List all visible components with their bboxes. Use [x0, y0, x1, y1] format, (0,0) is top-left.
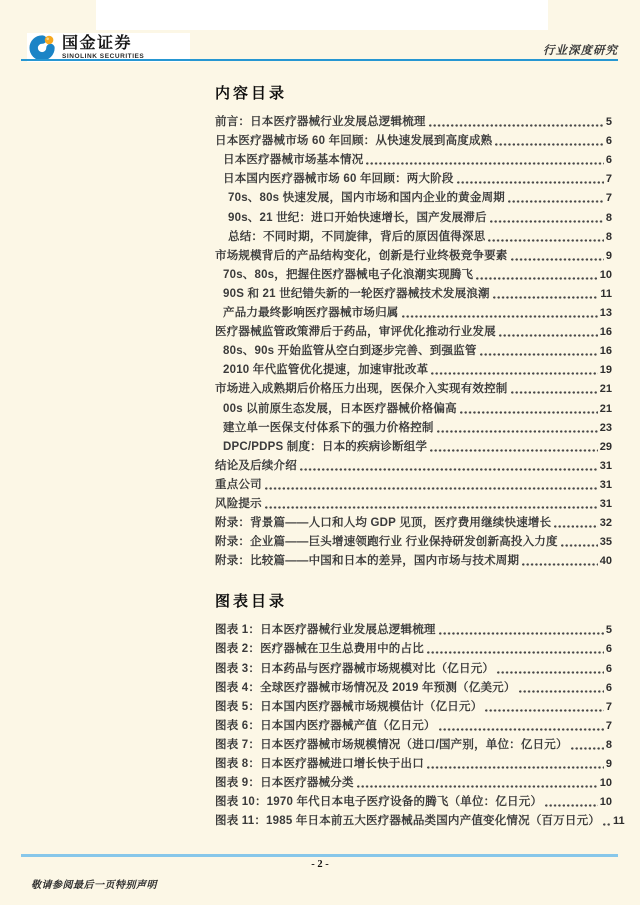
- toc-entry-title: 风险提示: [215, 497, 262, 510]
- toc-entry-page: 23: [599, 421, 612, 434]
- figure-entry-title: 图表 11：1985 年日本前五大医疗器械品类国内产值变化情况（百万日元）: [215, 815, 601, 828]
- toc-entry[interactable]: [215, 110, 612, 129]
- toc-entry-title: 重点公司: [215, 478, 262, 491]
- toc-entry[interactable]: [215, 396, 612, 415]
- toc-entry-title: 日本国内医疗器械市场 60 年回顾：两大阶段: [223, 173, 454, 186]
- toc-entry-page: 31: [599, 497, 612, 510]
- toc-entry-page: 9: [605, 249, 612, 262]
- dotted-leader: [427, 766, 604, 769]
- sinolink-logo: [27, 33, 190, 62]
- toc-entry-title: 日本医疗器械市场基本情况: [223, 154, 364, 167]
- toc-entry-title: 90s、21 世纪：进口开始快速增长，国产发展滞后: [228, 211, 487, 224]
- toc-entry[interactable]: [215, 549, 612, 568]
- contents-heading: 内容目录: [215, 86, 288, 102]
- toc-entry[interactable]: [215, 511, 612, 530]
- dotted-leader: [265, 487, 598, 490]
- dotted-leader: [427, 651, 604, 654]
- dotted-leader: [357, 785, 598, 788]
- figure-entry[interactable]: [215, 714, 612, 733]
- toc-entry[interactable]: [215, 225, 612, 244]
- toc-entry[interactable]: [215, 263, 612, 282]
- figure-entry-page: 7: [605, 700, 612, 713]
- figure-entry-title: 图表 5：日本国内医疗器械市场规模估计（亿日元）: [215, 700, 483, 713]
- dotted-leader: [431, 372, 597, 375]
- dotted-leader: [457, 181, 604, 184]
- figure-entry-title: 图表 7：日本医疗器械市场规模情况（进口/国产别，单位：亿日元）: [215, 738, 568, 751]
- dotted-leader: [488, 239, 603, 242]
- toc-entry[interactable]: [215, 282, 612, 301]
- toc-entry-title: 附录：比较篇——中国和日本的差异，国内市场与技术周期: [215, 555, 520, 568]
- dotted-leader: [429, 124, 604, 127]
- toc-entry[interactable]: [215, 186, 612, 205]
- figure-entry-title: 图表 6：日本国内医疗器械产值（亿日元）: [215, 719, 436, 732]
- toc-entry-page: 13: [599, 307, 612, 320]
- toc-entry[interactable]: [215, 339, 612, 358]
- dotted-leader: [493, 296, 599, 299]
- dotted-leader: [571, 747, 604, 750]
- dotted-leader: [402, 315, 598, 318]
- dotted-leader: [366, 162, 603, 165]
- figure-entry-page: 5: [605, 624, 612, 637]
- figure-entry[interactable]: [215, 771, 612, 790]
- toc-entry-title: 医疗器械监管政策滞后于药品，审评优化推动行业发展: [215, 326, 496, 339]
- toc-entry-page: 7: [605, 173, 612, 186]
- toc-entry[interactable]: [215, 129, 612, 148]
- dotted-leader: [430, 449, 598, 452]
- content-column: [215, 84, 625, 828]
- toc-entry-page: 5: [605, 116, 612, 129]
- toc-entry[interactable]: [215, 454, 612, 473]
- toc-entry-title: 前言：日本医疗器械行业发展总逻辑梳理: [215, 116, 426, 129]
- figure-entry-title: 图表 10：1970 年代日本电子医疗设备的腾飞（单位：亿日元）: [215, 796, 543, 809]
- toc-entry-page: 35: [599, 536, 612, 549]
- figure-entry[interactable]: [215, 790, 612, 809]
- toc-entry-page: 32: [599, 517, 612, 530]
- dotted-leader: [499, 334, 598, 337]
- toc-entry-page: 6: [605, 135, 612, 148]
- dotted-leader: [439, 728, 604, 731]
- dotted-leader: [603, 823, 611, 826]
- toc-entry[interactable]: [215, 205, 612, 224]
- figure-entry[interactable]: [215, 618, 612, 637]
- dotted-leader: [437, 430, 598, 433]
- toc-entry-page: 11: [600, 287, 612, 300]
- toc-entry-title: 70s、80s 快速发展，国内市场和国内企业的黄金周期: [228, 192, 505, 205]
- dotted-leader: [439, 632, 604, 635]
- toc-entry[interactable]: [215, 416, 612, 435]
- sinolink-logo-icon: [29, 33, 57, 61]
- dotted-leader: [511, 258, 604, 261]
- dotted-leader: [460, 411, 598, 414]
- contents-list: [215, 110, 612, 568]
- report-type-label: 行业深度研究: [543, 45, 618, 57]
- toc-entry[interactable]: [215, 244, 612, 263]
- toc-entry-page: 21: [599, 402, 612, 415]
- toc-entry-title: 70s、80s，把握住医疗器械电子化浪潮实现腾飞: [223, 268, 474, 281]
- figure-entry-page: 10: [599, 777, 612, 790]
- dotted-leader: [485, 709, 603, 712]
- top-white-strip: [96, 0, 548, 30]
- toc-entry-title: 90S 和 21 世纪错失新的一轮医疗器械技术发展浪潮: [223, 287, 490, 300]
- figure-entry-title: 图表 2：医疗器械在卫生总费用中的占比: [215, 643, 424, 656]
- toc-entry-title: 建立单一医保支付体系下的强力价格控制: [223, 421, 434, 434]
- toc-entry-page: 19: [599, 364, 612, 377]
- figure-entry-page: 11: [613, 815, 625, 828]
- figure-entry[interactable]: [215, 752, 612, 771]
- dotted-leader: [561, 544, 598, 547]
- figure-entry-title: 图表 8：日本医疗器械进口增长快于出口: [215, 758, 424, 770]
- figure-entry-title: 图表 1：日本医疗器械行业发展总逻辑梳理: [215, 624, 436, 637]
- toc-entry-title: 市场进入成熟期后价格压力出现，医保介入实现有效控制: [215, 383, 508, 396]
- header-divider: [21, 59, 618, 61]
- toc-entry-title: 附录：企业篇——巨头增速领跑行业 行业保持研发创新高投入力度: [215, 536, 558, 549]
- toc-entry-page: 29: [599, 440, 612, 453]
- figure-entry-page: 8: [605, 738, 612, 751]
- figure-entry[interactable]: [215, 733, 612, 752]
- toc-entry-title: 附录：背景篇——人口和人均 GDP 见顶，医疗费用继续快速增长: [215, 517, 552, 530]
- toc-entry-page: 21: [599, 383, 612, 396]
- figure-entry-title: 图表 3：日本药品与医疗器械市场规模对比（亿日元）: [215, 662, 495, 675]
- dotted-leader: [522, 563, 598, 566]
- logo-name-cn: 国金证券: [62, 34, 133, 52]
- toc-entry-page: 10: [599, 268, 612, 281]
- figure-entry[interactable]: [215, 695, 612, 714]
- toc-entry-title: 结论及后续介绍: [215, 459, 297, 472]
- figure-entry-page: 10: [599, 796, 612, 809]
- figure-entry-page: 7: [605, 719, 612, 732]
- toc-entry-title: 00s 以前原生态发展，日本医疗器械价格偏高: [223, 402, 457, 415]
- dotted-leader: [511, 391, 598, 394]
- figure-entry-page: 6: [605, 662, 612, 675]
- toc-entry[interactable]: [215, 377, 612, 396]
- dotted-leader: [300, 468, 598, 471]
- figures-list: [215, 618, 625, 828]
- toc-entry-title: 产品力最终影响医疗器械市场归属: [223, 307, 399, 320]
- toc-entry[interactable]: [215, 301, 612, 320]
- dotted-leader: [508, 200, 604, 203]
- toc-entry[interactable]: [215, 435, 612, 454]
- dotted-leader: [480, 353, 598, 356]
- figures-heading: 图表目录: [215, 594, 288, 611]
- toc-entry[interactable]: [215, 358, 612, 377]
- figure-entry-page: 6: [605, 681, 612, 694]
- dotted-leader: [490, 220, 604, 223]
- toc-entry-title: 市场规模背后的产品结构变化，创新是行业终极竞争要素: [215, 249, 508, 262]
- toc-entry-page: 40: [599, 555, 612, 568]
- figure-entry-page: 6: [605, 643, 612, 656]
- dotted-leader: [495, 143, 603, 146]
- toc-entry-page: 7: [605, 192, 612, 205]
- toc-entry[interactable]: [215, 473, 612, 492]
- toc-entry-page: 31: [599, 459, 612, 472]
- footer-disclaimer: 敬请参阅最后一页特别声明: [31, 880, 157, 891]
- toc-entry-title: 总结：不同时期，不同旋律，背后的原因值得深思: [228, 230, 486, 243]
- dotted-leader: [497, 671, 604, 674]
- toc-entry-title: 80s、90s 开始监管从空白到逐步完善、到强监管: [223, 345, 477, 358]
- figure-entry[interactable]: [215, 637, 612, 656]
- figure-entry[interactable]: [215, 656, 612, 675]
- toc-entry[interactable]: [215, 530, 612, 549]
- page-number: - 2 -: [311, 859, 329, 870]
- toc-entry-page: 6: [605, 154, 612, 167]
- toc-entry-page: 8: [605, 211, 612, 224]
- toc-entry-title: DPC/PDPS 制度：日本的疾病诊断组学: [223, 440, 428, 453]
- dotted-leader: [476, 277, 598, 280]
- toc-entry-page: 16: [599, 326, 612, 339]
- logo-text: [62, 35, 144, 60]
- dotted-leader: [554, 525, 597, 528]
- toc-entry-page: 8: [605, 230, 612, 243]
- dotted-leader: [545, 804, 598, 807]
- toc-entry-page: 16: [599, 345, 612, 358]
- dotted-leader: [265, 506, 598, 509]
- toc-entry-title: 日本医疗器械市场 60 年回顾：从快速发展到高度成熟: [215, 135, 493, 148]
- figure-entry[interactable]: [215, 676, 612, 695]
- figure-entry[interactable]: [215, 809, 625, 828]
- toc-entry[interactable]: [215, 320, 612, 339]
- footer-divider: [21, 854, 618, 857]
- toc-entry[interactable]: [215, 492, 612, 511]
- toc-entry-page: 31: [599, 478, 612, 491]
- figure-entry-title: 图表 9：日本医疗器械分类: [215, 777, 354, 790]
- toc-entry-title: 2010 年代监管优化提速，加速审批改革: [223, 364, 429, 377]
- figure-entry-title: 图表 4：全球医疗器械市场情况及 2019 年预测（亿美元）: [215, 681, 516, 694]
- dotted-leader: [519, 690, 604, 693]
- toc-entry[interactable]: [215, 167, 612, 186]
- toc-entry[interactable]: [215, 148, 612, 167]
- logo-name-en: SINOLINK SECURITIES: [62, 52, 145, 60]
- figure-entry-page: 9: [605, 758, 612, 770]
